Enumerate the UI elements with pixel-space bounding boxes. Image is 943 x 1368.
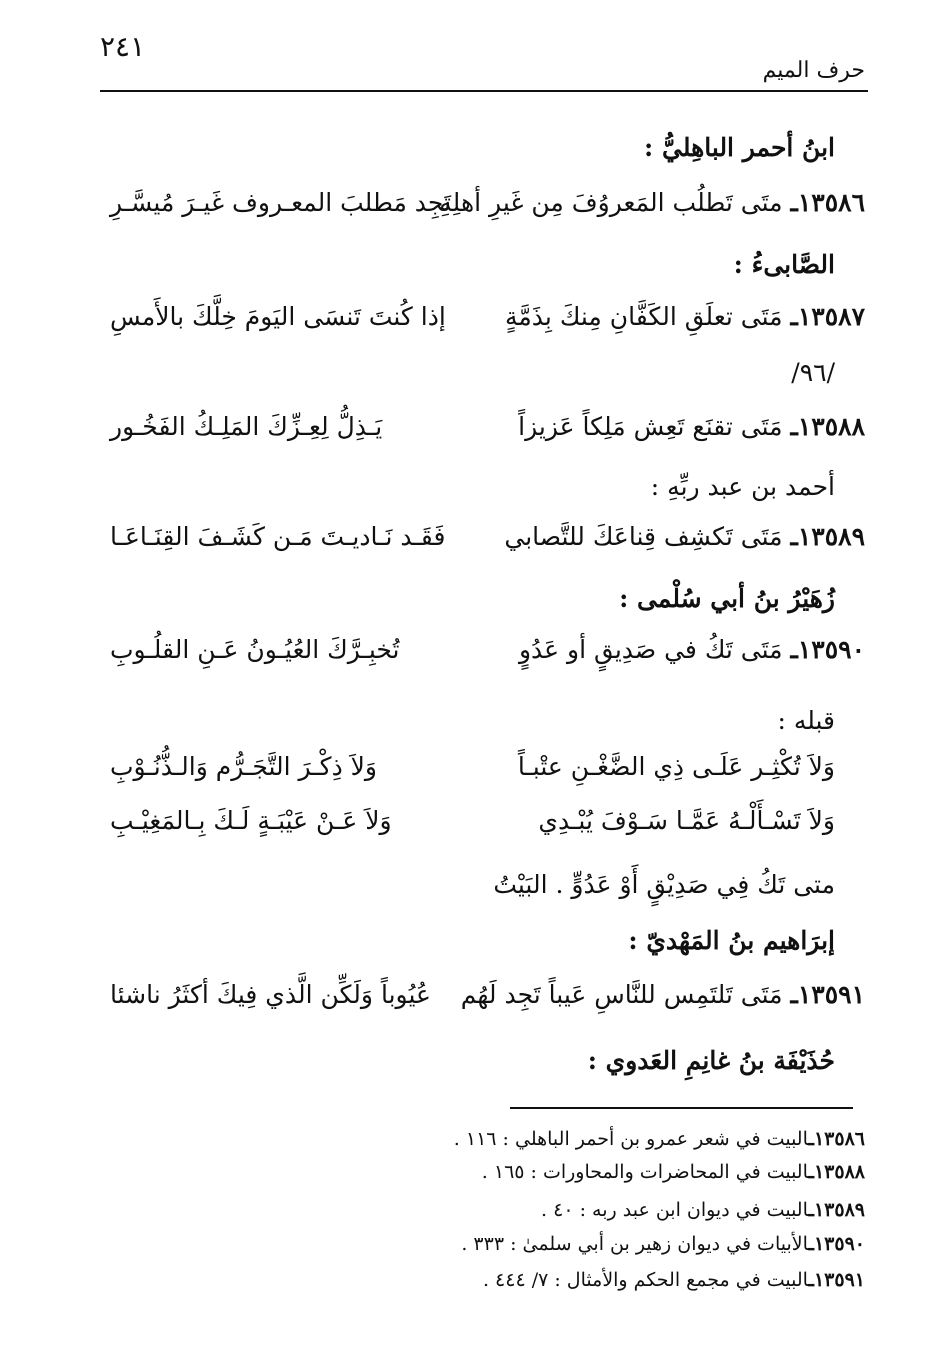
footnote bbox=[483, 1269, 865, 1291]
verse-first-hemistich: ١٣٥٨٩ـ مَتَى تَكشِف قِناعَكَ للتَّصابي bbox=[504, 522, 865, 551]
footnote bbox=[541, 1199, 865, 1221]
verse-line bbox=[110, 635, 865, 675]
header-rule bbox=[100, 90, 868, 92]
footnote-number: ١٣٥٨٦ـ bbox=[808, 1128, 865, 1150]
footnote-number: ١٣٥٩٠ـ bbox=[808, 1233, 865, 1255]
verse-first-hemistich: ١٣٥٩٠ـ مَتَى تَكُ في صَدِيقٍ أو عَدُوٍ bbox=[518, 635, 865, 664]
verse-first-hemistich: وَلاَ تُكْثِـر عَلَـى ذِي الضَّغْـنِ عتْبـاً bbox=[517, 752, 835, 781]
verse-first-hemistich: ١٣٥٨٦ـ متَى تَطلُب المَعروُفَ مِن غَيرِ أهلِهِ bbox=[439, 188, 865, 217]
footnote-text: البيت في ديوان ابن عبد ربه : ٤٠ . bbox=[541, 1199, 809, 1221]
verse-number: ١٣٥٨٧ـ bbox=[790, 302, 865, 331]
verse-line bbox=[110, 752, 865, 792]
context-label: قبله : bbox=[777, 706, 835, 735]
verse-first-hemistich: ١٣٥٨٨ـ مَتَى تقنَع تَعِش مَلِكاً عَزيزاً bbox=[518, 412, 865, 441]
poet-attribution: حُذَيْفَة بنُ غانِمِ العَدوي : bbox=[587, 1046, 835, 1075]
quoted-line: متى تَكُ فِي صَدِيْقٍ أَوْ عَدُوٍّ . البَيْتُ bbox=[493, 870, 835, 899]
verse-first-hemistich: ١٣٥٨٧ـ مَتَى تعلَقِ الكَفَّانِ مِنكَ بِذَمَّةٍ bbox=[505, 302, 865, 331]
verse-number: ١٣٥٨٩ـ bbox=[790, 522, 865, 551]
footnote-number: ١٣٥٨٩ـ bbox=[808, 1199, 865, 1221]
poet-attribution: أحمد بن عبد ربِّهِ : bbox=[650, 472, 835, 501]
page-reference: /٩٦/ bbox=[791, 358, 835, 387]
poet-attribution: الصَّابىءُ : bbox=[733, 250, 835, 279]
footnote-text: الأبيات في ديوان زهير بن أبي سلمىٰ : ٣٣٣ . bbox=[461, 1233, 809, 1255]
footnote-text: البيت في المحاضرات والمحاورات : ١٦٥ . bbox=[481, 1161, 809, 1183]
footnote bbox=[461, 1233, 865, 1255]
verse-second-hemistich: إذا كُنتَ تَنسَى اليَومَ خِلَّكَ بالأَمسِ bbox=[110, 302, 446, 331]
footnote bbox=[482, 1161, 865, 1183]
verse-second-hemistich: فَقَـد نَـاديـتَ مَـن كَشَـفَ القِنَـاعَـا bbox=[110, 522, 446, 551]
verse-line bbox=[110, 302, 865, 342]
verse-number: ١٣٥٩٠ـ bbox=[790, 635, 865, 664]
verse-line bbox=[110, 412, 865, 452]
verse-first-hemistich: وَلاَ تَسْـأَلْـهُ عَمَّـا سَـوْفَ يُبْـدِي bbox=[538, 806, 835, 835]
footnote-text: البيت في شعر عمرو بن أحمر الباهلي : ١١٦ . bbox=[453, 1128, 809, 1150]
poet-attribution: زُهَيْرُ بنُ أبي سُلْمى : bbox=[619, 584, 835, 613]
verse-first-hemistich: ١٣٥٩١ـ مَتَى تَلتَمِس للنَّاسِ عَيباً تَجِد لَهُم bbox=[460, 980, 865, 1009]
verse-second-hemistich: وَلاَ ذِكْـرَ التَّجَـرُّم وَالـذُّنُـوْبِ bbox=[110, 752, 377, 781]
footnote-number: ١٣٥٩١ـ bbox=[808, 1269, 865, 1291]
verse-number: ١٣٥٨٨ـ bbox=[790, 412, 865, 441]
footnote-text: البيت في مجمع الحكم والأمثال : ٧/ ٤٤٤ . bbox=[482, 1269, 809, 1291]
page-number: ٢٤١ bbox=[100, 30, 146, 63]
poet-attribution: ابنُ أحمر الباهِليُّ : bbox=[644, 133, 835, 162]
verse-line bbox=[110, 980, 865, 1020]
running-header: حرف الميم bbox=[762, 58, 865, 83]
verse-second-hemistich: وَلاَ عَـنْ عَيْبَـةٍ لَـكَ بِـالمَغِيْـبِ bbox=[110, 806, 392, 835]
verse-second-hemistich: تُخبِـرَّكَ العُيُـونُ عَـنِ القلُـوبِ bbox=[110, 635, 400, 664]
verse-second-hemistich: عُيُوباً وَلَكِّن الَّذي فِيكَ أكثَرُ ناشئا bbox=[110, 980, 431, 1009]
verse-line bbox=[110, 188, 865, 228]
verse-number: ١٣٥٩١ـ bbox=[790, 980, 865, 1009]
footnote-number: ١٣٥٨٨ـ bbox=[808, 1161, 865, 1183]
footnote bbox=[454, 1128, 865, 1150]
poet-attribution: إبرَاهيم بنُ المَهْديّ : bbox=[628, 926, 835, 955]
verse-number: ١٣٥٨٦ـ bbox=[790, 188, 865, 217]
verse-second-hemistich: يَـذِلُّ لِعِـزِّكَ المَلِـكُ الفَخُـور bbox=[110, 412, 383, 441]
verse-line bbox=[110, 522, 865, 562]
verse-line bbox=[110, 806, 865, 846]
footnote-rule bbox=[510, 1107, 853, 1109]
verse-second-hemistich: تَجِد مَطلبَ المعـروف غَيـرَ مُيسَّـرِ bbox=[110, 188, 452, 217]
